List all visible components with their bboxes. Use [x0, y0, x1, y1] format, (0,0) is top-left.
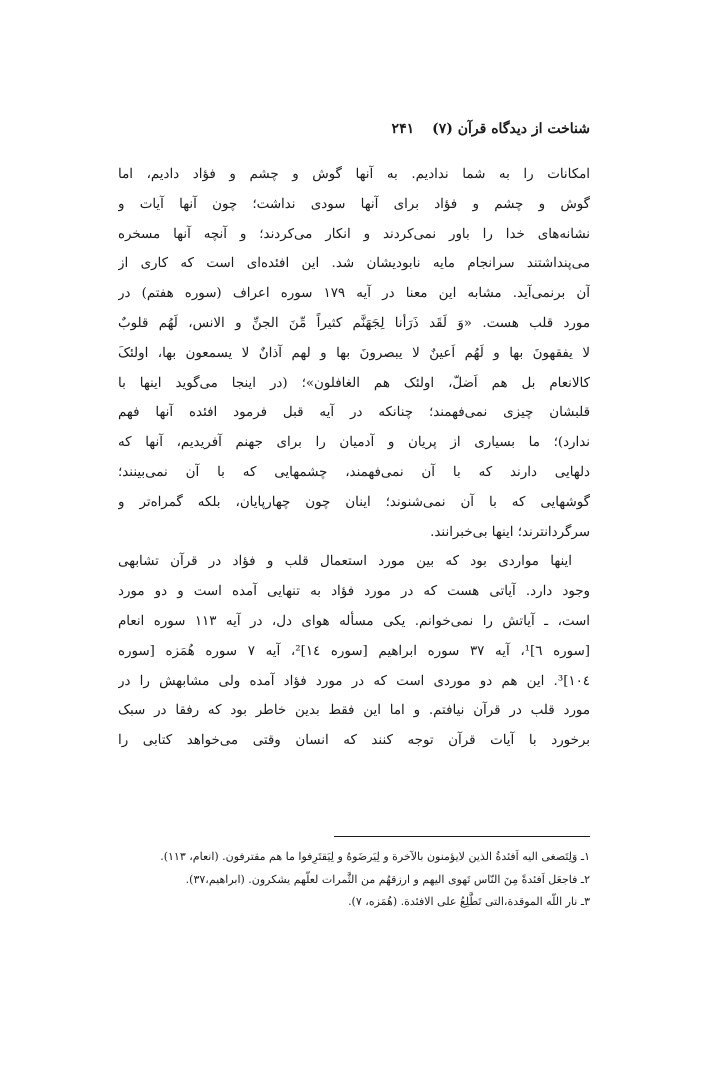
- body-line: گوش و چشم و فؤاد برای آنها سودی نداشت؛ چون آنها آیات و: [118, 196, 590, 212]
- footnotes: [118, 846, 590, 914]
- body-line: برخورد با آیات قرآن توجه کنند که انسان وقتی می‌خواهد کتابی را: [118, 733, 590, 749]
- body-line: وجود دارد. آیاتی هست که در مورد فؤاد به تنهایی آمده است و دو مورد: [118, 584, 590, 600]
- body-line: آن برنمی‌آید. مشابه این معنا در آیه ۱۷۹ سوره اعراف (سوره هفتم) در: [118, 286, 590, 302]
- body-line: است، ـ آیاتش را نمی‌خوانم. یکی مسأله هوای دل، در آیه ۱۱۳ سوره انعام: [118, 613, 590, 629]
- body-line: ندارد)؛ ما بسیاری از پریان و آدمیان را برای جهنم آفریدیم، آنها که: [118, 435, 590, 451]
- footnote-2: ۲ـ فاجعَل اَفئدةً مِنَ النّاس تَهوی الیهم و ارزقهُم من الثَّمرات لعلّهم یشکرون. (ابراهیم،۳۷).: [185, 872, 590, 886]
- footnote-divider: [334, 836, 590, 837]
- page-number: ۲۴۱: [391, 121, 415, 137]
- body-line: دلهایی دارند که با آن نمی‌فهمند، چشمهایی که با آن نمی‌بینند؛: [118, 464, 590, 480]
- footnote-3: ۳ـ نار اللّه الموقدة،التی تَطَّلِعُ علی الافئدة. (هُمَزه، ۷).: [348, 895, 590, 908]
- header-title: شناخت از دیدگاه قرآن (۷): [432, 121, 590, 137]
- body-line: مورد قلب هست. «وَ لَقَد ذَرَأنا لِجَهَنَّم کثیراً مِّنَ الجنِّ و الانس، لَهُم قلوبٌ: [118, 315, 590, 331]
- body-line: [سوره ٦]¹، آیه ۳۷ سوره ابراهیم [سوره ١٤]²، آیه ۷ سوره هُمَزه [سوره: [118, 643, 590, 659]
- running-header: [118, 121, 590, 143]
- footnote-1: ۱ـ وَلِتَصغی الیه اَفئدةُ الذین لایؤمنون بالآخرة و لِیَرضَوهُ و لِیَقتَرِفوا ما هم مقترفون. (انعام، ۱۱۳).: [160, 850, 590, 863]
- body-line: لا یفقهونَ بها و لَهُم اَعینٌ لا یبصرونَ بها و لهم آذانٌ لا یسمعون بها، اولئکَ: [118, 345, 590, 361]
- body-line: مورد قلب در قرآن نیافتم. و اما این فقط بدین خاطر بود که رفقا در سبک: [118, 703, 590, 719]
- body-line: می‌پنداشتند سرانجام مایه نابودیشان شد. این افئده‌ای است که کاری از: [118, 256, 590, 272]
- body-line: اینها مواردی بود که بین مورد استعمال قلب و فؤاد در قرآن تشابهی: [118, 554, 572, 570]
- body-line: ١٠٤]³. این هم دو موردی است که در مورد فؤاد آمده ولی مشابهش را در: [118, 673, 590, 689]
- body-line: کالانعام بل هم اَضلّ، اولئک هم الغافلون»؛ (در اینجا می‌گوید اینها با: [118, 375, 590, 391]
- body-line: امکانات را به شما ندادیم. به آنها گوش و چشم و فؤاد دادیم، اما: [118, 167, 590, 182]
- body-line: قلبشان چیزی نمی‌فهمند؛ چنانکه در آیه قبل فرمود افئده آنها فهم: [118, 405, 590, 421]
- body-line: سرگردانترند؛ اینها بی‌خبرانند.: [430, 524, 590, 540]
- body-text: [118, 160, 590, 756]
- body-line: نشانه‌های خدا را باور نمی‌کردند و انکار می‌کردند؛ و آنچه آنها مسخره: [118, 226, 590, 242]
- body-line: گوشهایی که با آن نمی‌شنوند؛ اینان چون چهارپایان، بلکه گمراه‌تر و: [118, 494, 590, 510]
